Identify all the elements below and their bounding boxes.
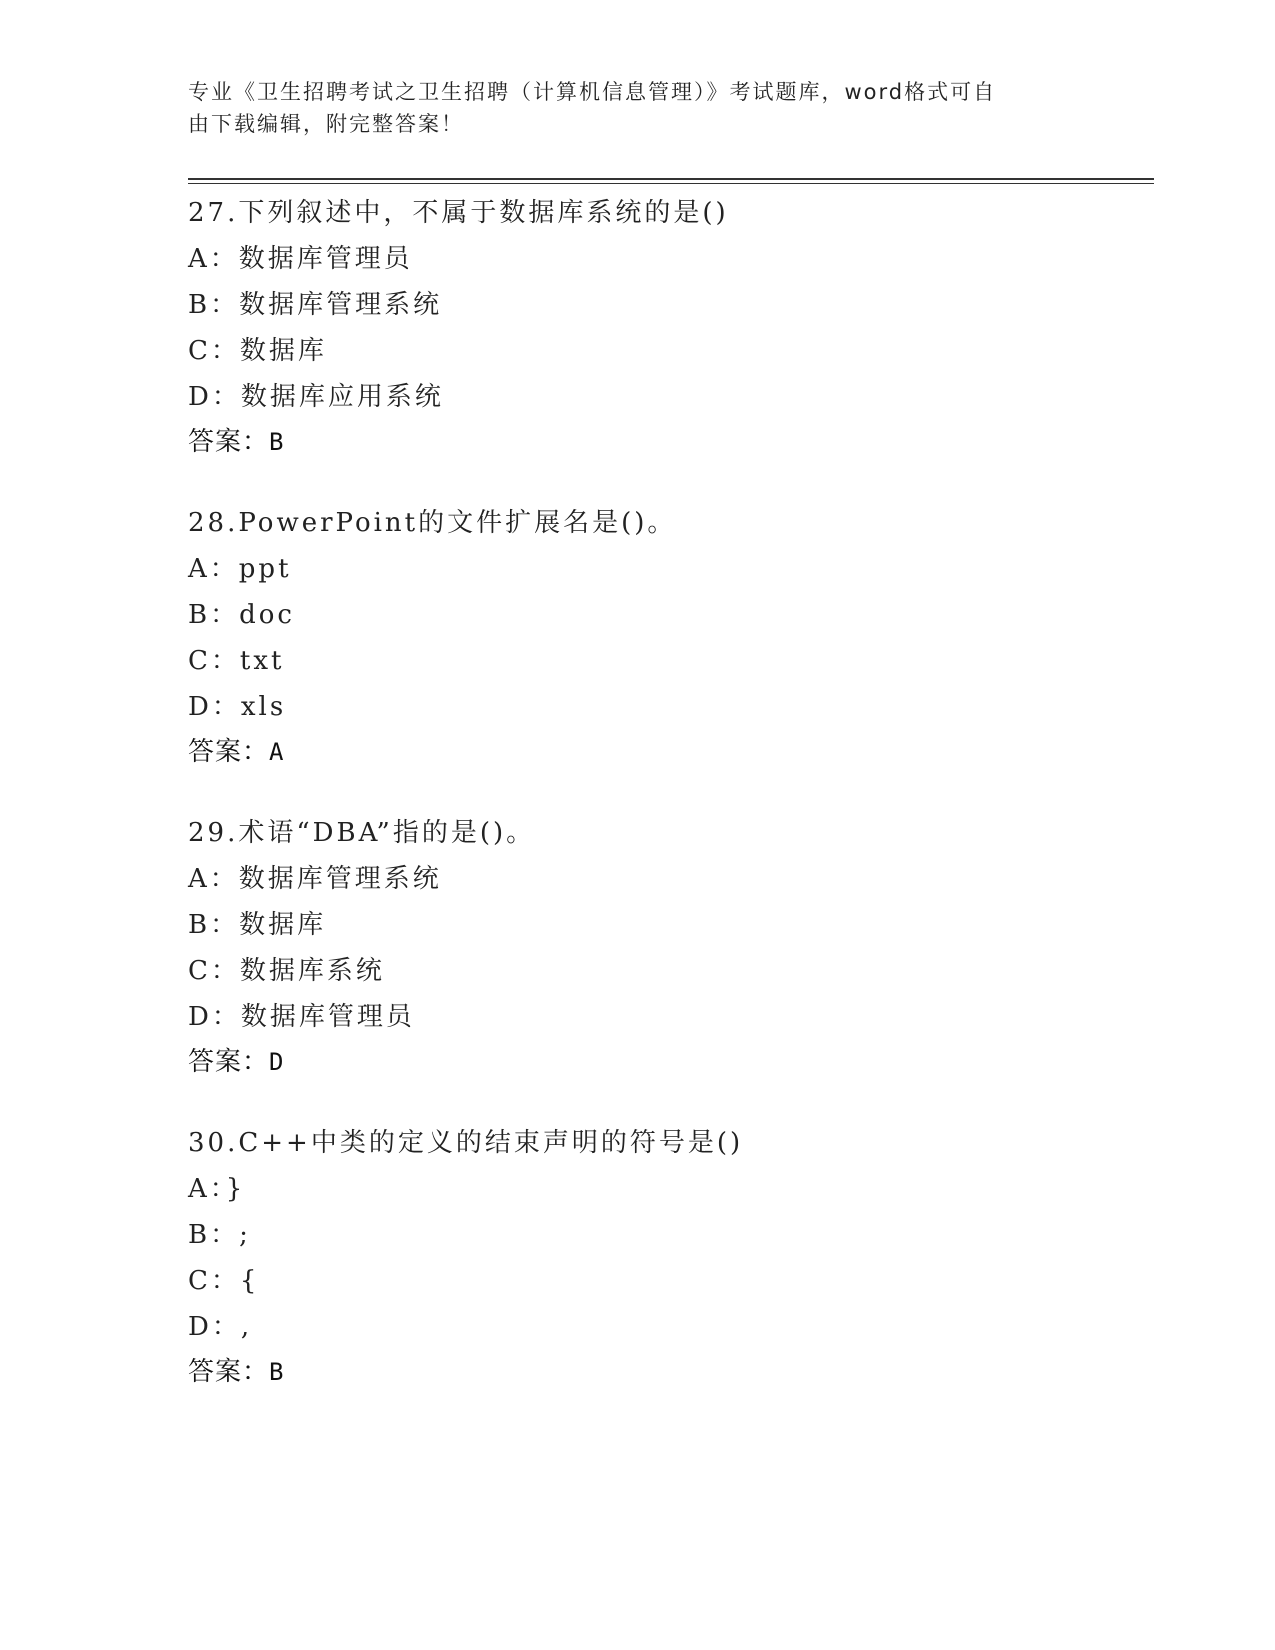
question-stem: 30.C++中类的定义的结束声明的符号是() <box>188 1128 744 1158</box>
question-stem: 27.下列叙述中，不属于数据库系统的是() <box>188 198 729 228</box>
header-divider-thick <box>188 178 1154 180</box>
answer <box>188 1350 1148 1394</box>
option-d: D：xls <box>188 692 287 722</box>
option-a: A：ppt <box>188 554 292 584</box>
option-d: D：数据库应用系统 <box>188 382 444 412</box>
answer-label: 答案： <box>188 1357 270 1387</box>
option-a: A：} <box>188 1174 246 1204</box>
option-c: C：{ <box>188 1266 260 1296</box>
question-list <box>188 190 1148 1430</box>
option-c: C：txt <box>188 646 285 676</box>
answer-value: B <box>269 428 285 456</box>
answer-value: A <box>269 738 285 766</box>
header-line-2: 由下载编辑，附完整答案！ <box>188 112 464 136</box>
answer-value: D <box>269 1048 285 1076</box>
header-divider-thin <box>188 183 1154 184</box>
answer-value: B <box>269 1358 285 1386</box>
option-a: A：数据库管理员 <box>188 244 413 274</box>
option-b: B：数据库管理系统 <box>188 290 443 320</box>
question-27 <box>188 190 1148 464</box>
option-b: B：; <box>188 1220 251 1250</box>
question-stem: 28.PowerPoint的文件扩展名是()。 <box>188 508 677 538</box>
question-28 <box>188 500 1148 774</box>
answer <box>188 730 1148 774</box>
answer-label: 答案： <box>188 427 270 457</box>
answer-label: 答案： <box>188 1047 270 1077</box>
option-b: B：数据库 <box>188 910 327 940</box>
option-c: C：数据库 <box>188 336 327 366</box>
question-stem: 29.术语“DBA”指的是()。 <box>188 818 536 848</box>
option-c: C：数据库系统 <box>188 956 385 986</box>
question-30 <box>188 1120 1148 1394</box>
answer <box>188 1040 1148 1084</box>
option-d: D：数据库管理员 <box>188 1002 415 1032</box>
option-d: D：, <box>188 1312 253 1342</box>
header-line-1: 专业《卫生招聘考试之卫生招聘（计算机信息管理）》考试题库，word格式可自 <box>188 80 997 104</box>
answer-label: 答案： <box>188 737 270 767</box>
answer <box>188 420 1148 464</box>
option-b: B：doc <box>188 600 295 630</box>
option-a: A：数据库管理系统 <box>188 864 442 894</box>
document-header <box>188 76 1068 140</box>
question-29 <box>188 810 1148 1084</box>
